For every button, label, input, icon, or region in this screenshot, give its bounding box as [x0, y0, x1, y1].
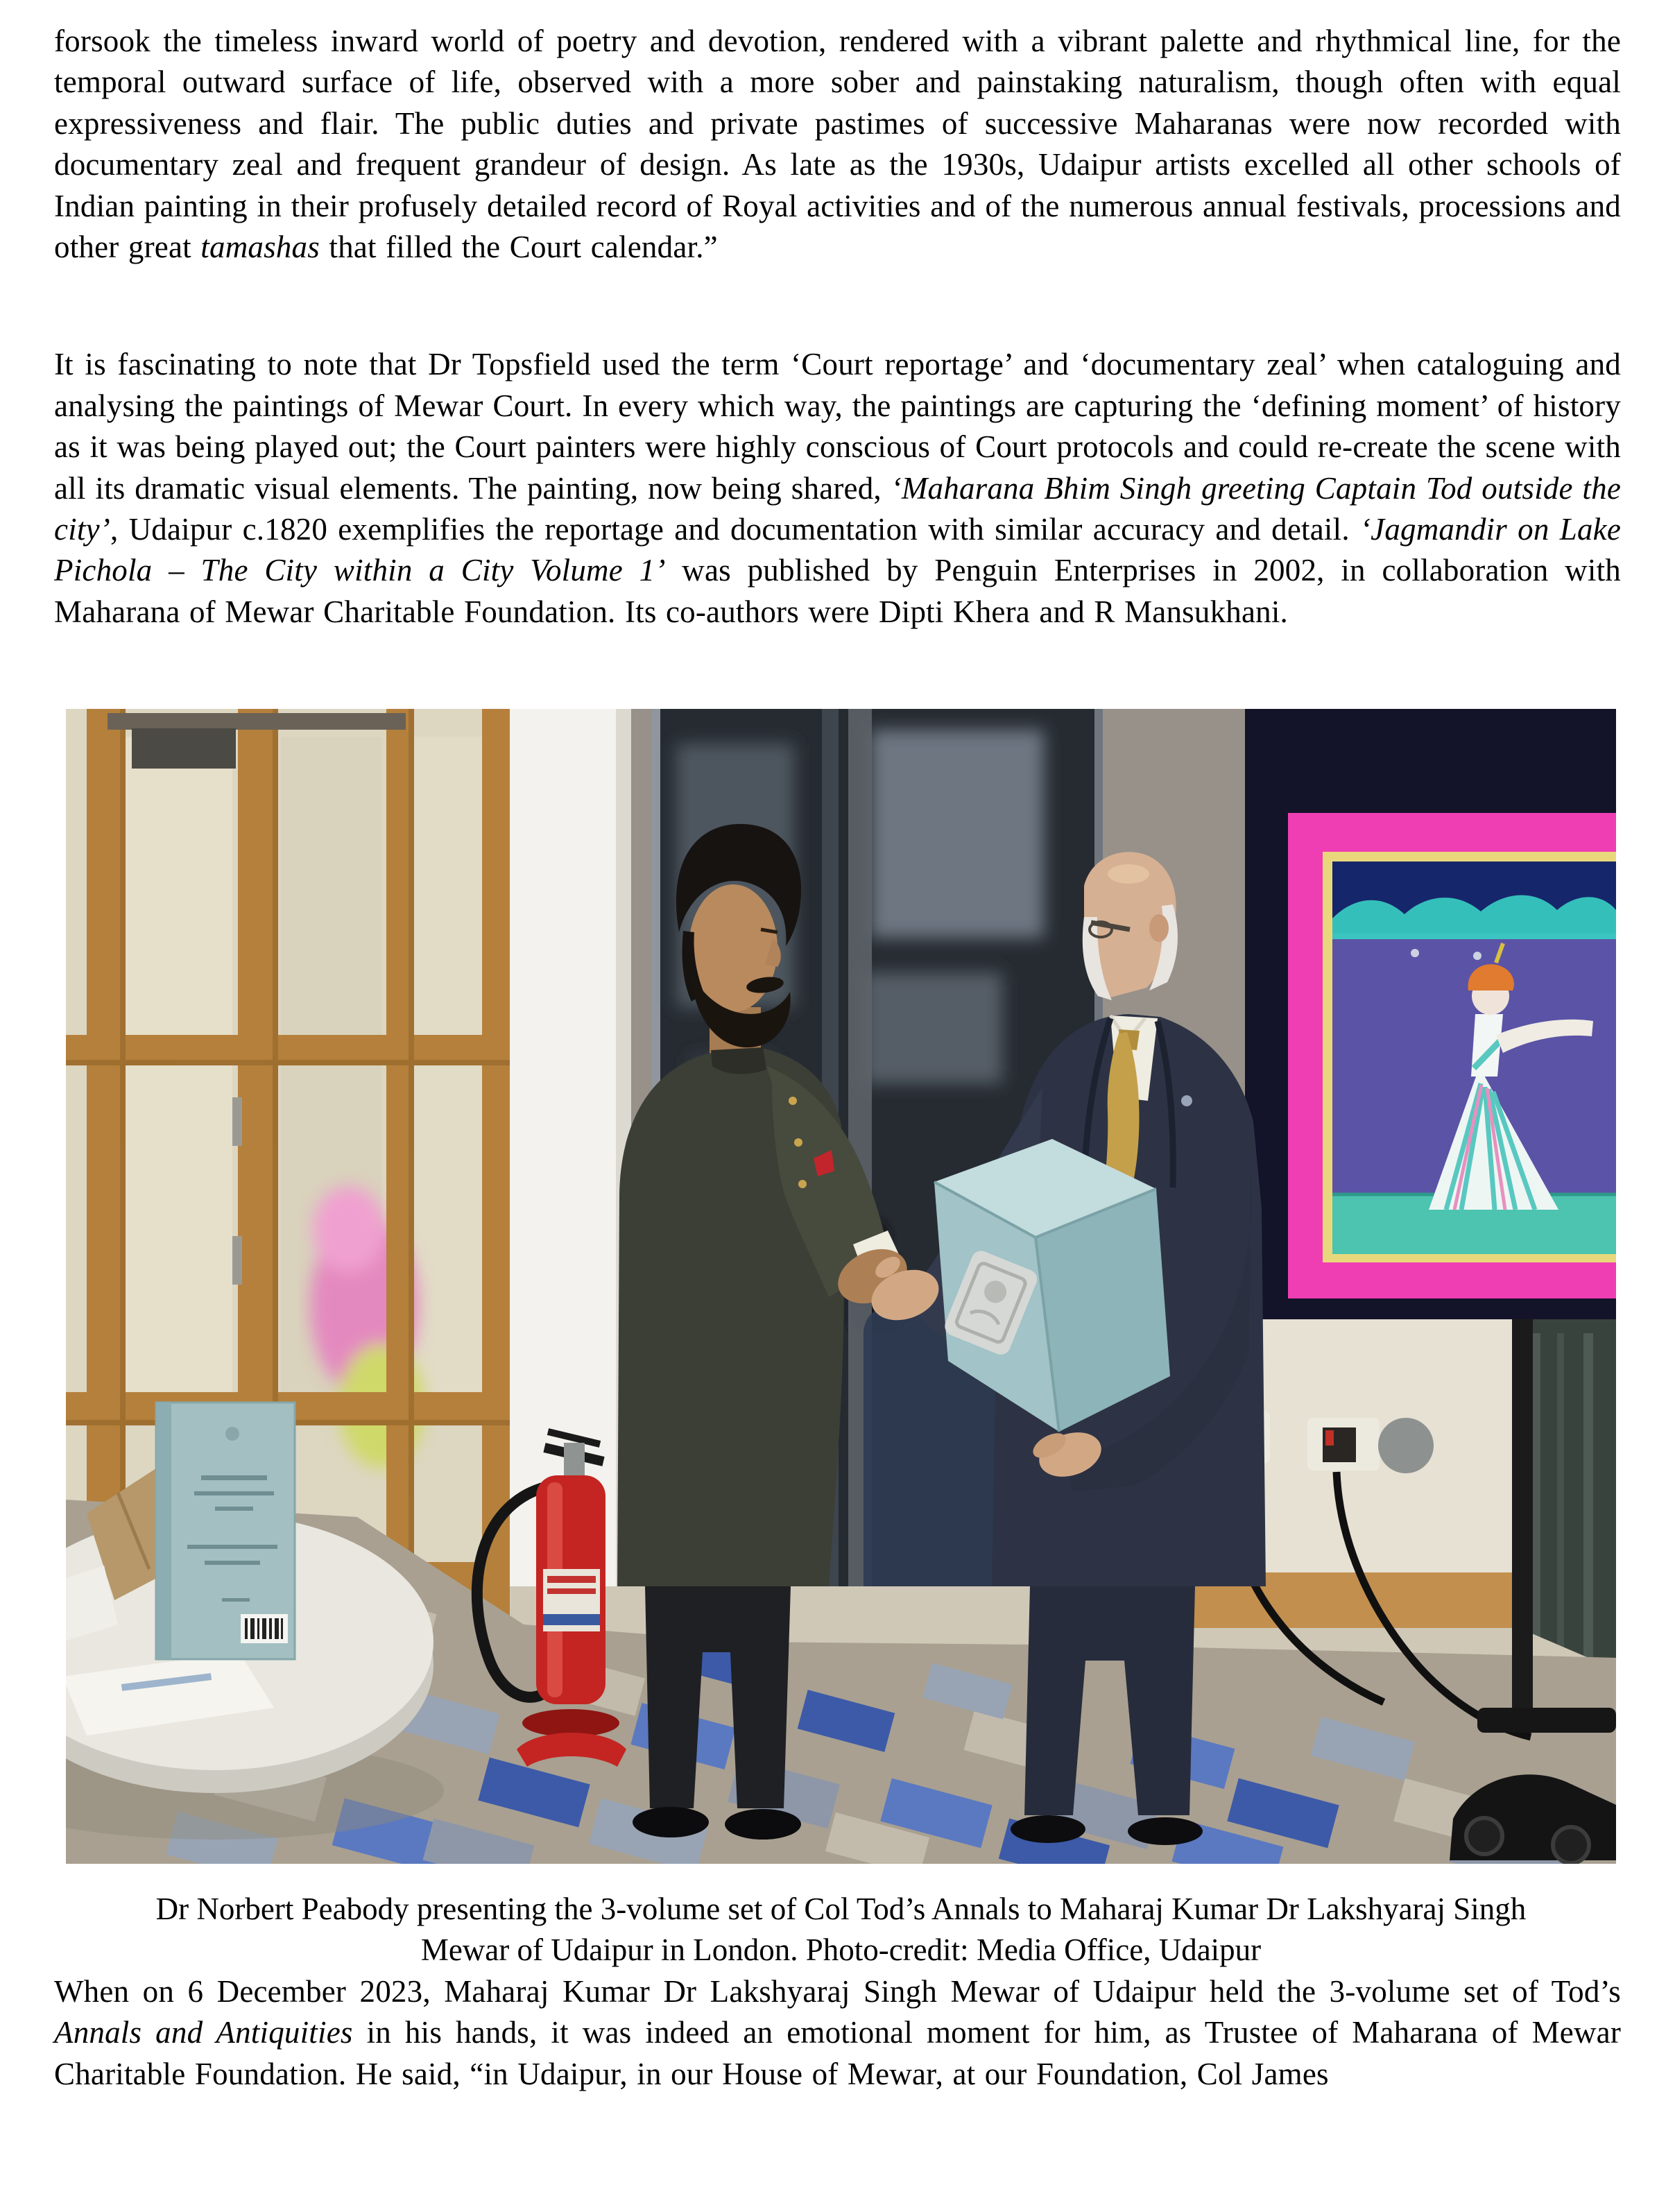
event-photo [66, 709, 1616, 1864]
round-adapter [1378, 1418, 1434, 1473]
partition-header [108, 713, 406, 730]
display-screen [1245, 709, 1616, 1319]
artwork-royal-portrait [1332, 861, 1616, 1254]
paragraph-2: It is fascinating to note that Dr Topsfield used the term ‘Court reportage’ and ‘documentary zeal’ when cataloguing and analysing the paintings of Mewar Court. In every which way, the paintings are capturing the ‘defining moment’ of history as it was being played out; the Court painters were highly conscious of Court protocols and could re-create the scene with all its dramatic visual elements. The painting, now being shared, ‘Maharana Bhim Singh greeting Captain Tod outside the city’, Udaipur c.1820 exemplifies the reportage and documentation with similar accuracy and detail. ‘Jagmandir on Lake Pichola – The City within a City Volume 1’ was published by Penguin Enterprises in 2002, in collaboration with Maharana of Mewar Charitable Foundation. Its co-authors were Dipti Khera and R Mansukhani. [54, 347, 1621, 629]
book-slipcase [156, 1403, 295, 1659]
lapel-pin [1181, 1095, 1192, 1106]
photo-caption: Dr Norbert Peabody presenting the 3-volume set of Col Tod’s Annals to Maharaj Kumar Dr Lakshyaraj Singh Mewar of Udaipur in London. Photo-credit: Media Office, Udaipur [155, 1892, 1527, 1968]
stand-wheel [1553, 1827, 1589, 1863]
door-hinge [232, 1097, 242, 1146]
door-closer [132, 728, 236, 769]
paragraph-1: forsook the timeless inward world of poetry and devotion, rendered with a vibrant palette and rhythmical line, for the temporal outward surface of life, observed with a more sober and painstaking naturalism, though often with equal expressiveness and flair. The public duties and private pastimes of successive Maharanas were now recorded with documentary zeal and frequent grandeur of design. As late as the 1930s, Udaipur artists excelled all other schools of Indian painting in their profusely detailed record of Royal activities and of the numerous annual festivals, processions and other great tamashas that filled the Court calendar.” [54, 24, 1621, 264]
door-hinge [232, 1236, 242, 1285]
stand-wheel [1466, 1818, 1502, 1854]
photo-figure [66, 709, 1616, 1971]
photo-scene [66, 709, 1616, 1864]
paragraph-3: When on 6 December 2023, Maharaj Kumar Dr Lakshyaraj Singh Mewar of Udaipur held the 3-volume set of Tod’s Annals and Antiquities in his hands, it was indeed an emotional moment for him, as Trustee of Maharana of Mewar Charitable Foundation. He said, “in Udaipur, in our House of Mewar, at our Foundation, Col James [54, 1973, 1622, 2091]
